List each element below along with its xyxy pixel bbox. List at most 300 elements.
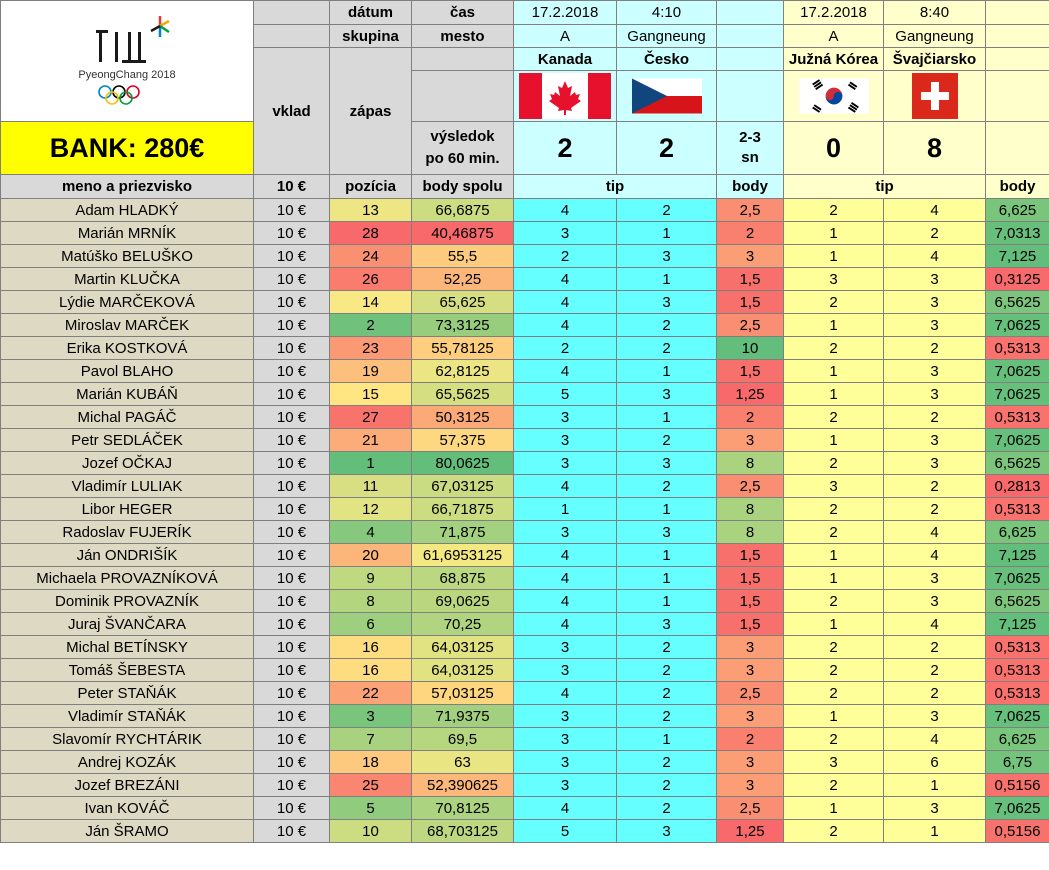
game2-tip-away-cell: 2	[884, 475, 986, 498]
game2-tip-home-cell: 1	[784, 222, 884, 245]
game2-tip-away-cell: 2	[884, 659, 986, 682]
game2-tip-home-cell: 3	[784, 475, 884, 498]
name-cell: Tomáš ŠEBESTA	[1, 659, 254, 682]
game1-tip-away-cell: 3	[617, 820, 717, 843]
game1-tip-home-cell: 4	[514, 360, 617, 383]
game2-points-cell: 0,3125	[986, 268, 1049, 291]
game1-tip-home-cell: 2	[514, 337, 617, 360]
group-label: skupina	[330, 25, 412, 48]
total-points-cell: 52,25	[412, 268, 514, 291]
game1-tip-home-cell: 3	[514, 659, 617, 682]
game1-tip-home-cell: 3	[514, 406, 617, 429]
game1-tip-away-cell: 1	[617, 590, 717, 613]
game1-group: A	[514, 25, 617, 48]
total-points-cell: 65,625	[412, 291, 514, 314]
game1-tip-home-cell: 4	[514, 613, 617, 636]
game2-points-cell: 6,75	[986, 751, 1049, 774]
game2-tip-away-cell: 3	[884, 567, 986, 590]
game1-points-cell: 3	[717, 245, 784, 268]
name-cell: Marián KUBÁŇ	[1, 383, 254, 406]
position-cell: 15	[330, 383, 412, 406]
position-cell: 5	[330, 797, 412, 820]
game2-points-cell: 0,5313	[986, 498, 1049, 521]
game1-date: 17.2.2018	[514, 1, 617, 25]
game1-score1: 2	[514, 122, 617, 175]
game1-tip-away-cell: 2	[617, 636, 717, 659]
game1-tip-home-cell: 4	[514, 544, 617, 567]
game2-tip-away-cell: 4	[884, 199, 986, 222]
game2-points-cell: 7,125	[986, 613, 1049, 636]
game2-score1: 0	[784, 122, 884, 175]
game2-points-cell: 0,5313	[986, 406, 1049, 429]
table-row	[1, 452, 1049, 475]
game2-points-cell: 7,125	[986, 245, 1049, 268]
stake-cell: 10 €	[254, 475, 330, 498]
time-label: čas	[412, 1, 514, 25]
game1-tip-home-cell: 3	[514, 521, 617, 544]
game2-tip-away-cell: 2	[884, 636, 986, 659]
table-row	[1, 636, 1049, 659]
stake-cell: 10 €	[254, 797, 330, 820]
game2-points-cell: 6,625	[986, 199, 1049, 222]
game1-points-cell: 1,5	[717, 360, 784, 383]
table-row	[1, 498, 1049, 521]
game1-points-cell: 8	[717, 521, 784, 544]
olympic-logo	[52, 12, 202, 107]
game2-points-cell: 6,5625	[986, 291, 1049, 314]
game2-tip-away-cell: 4	[884, 728, 986, 751]
game2-points-cell: 0,5313	[986, 636, 1049, 659]
table-row	[1, 590, 1049, 613]
name-cell: Erika KOSTKOVÁ	[1, 337, 254, 360]
game2-tip-home-cell: 3	[784, 751, 884, 774]
total-points-cell: 66,6875	[412, 199, 514, 222]
game1-tip-away-cell: 2	[617, 199, 717, 222]
name-cell: Slavomír RYCHTÁRIK	[1, 728, 254, 751]
game1-tip-away-cell: 1	[617, 498, 717, 521]
game2-tip-home-cell: 2	[784, 659, 884, 682]
game2-date: 17.2.2018	[784, 1, 884, 25]
stake-cell: 10 €	[254, 360, 330, 383]
position-cell: 23	[330, 337, 412, 360]
game1-points-cell: 8	[717, 498, 784, 521]
canada-flag-icon	[519, 73, 611, 119]
table-row	[1, 360, 1049, 383]
total-points-cell: 55,5	[412, 245, 514, 268]
game2-points-cell: 7,0625	[986, 314, 1049, 337]
total-points-cell: 70,25	[412, 613, 514, 636]
game1-points-cell: 1,5	[717, 613, 784, 636]
game2-tip-away-cell: 3	[884, 268, 986, 291]
game2-tip-home-cell: 1	[784, 429, 884, 452]
table-row	[1, 728, 1049, 751]
stake-cell: 10 €	[254, 452, 330, 475]
total-points-cell: 65,5625	[412, 383, 514, 406]
total-points-cell: 50,3125	[412, 406, 514, 429]
table-row	[1, 314, 1049, 337]
game1-score2: 2	[617, 122, 717, 175]
game2-tip-home-cell: 1	[784, 613, 884, 636]
game1-tip-home-cell: 4	[514, 567, 617, 590]
game1-points-cell: 1,25	[717, 383, 784, 406]
game2-tip-away-cell: 4	[884, 245, 986, 268]
game2-city: Gangneung	[884, 25, 986, 48]
position-cell: 27	[330, 406, 412, 429]
name-cell: Vladimír STAŇÁK	[1, 705, 254, 728]
position-cell: 28	[330, 222, 412, 245]
stake-column-header: 10 €	[254, 175, 330, 199]
game1-tip-home-cell: 5	[514, 383, 617, 406]
name-cell: Ivan KOVÁČ	[1, 797, 254, 820]
stake-cell: 10 €	[254, 314, 330, 337]
game2-tip-home-cell: 2	[784, 337, 884, 360]
table-row	[1, 820, 1049, 843]
table-row	[1, 475, 1049, 498]
game1-points-cell: 2,5	[717, 314, 784, 337]
game2-tip-home-cell: 1	[784, 544, 884, 567]
stake-cell: 10 €	[254, 222, 330, 245]
game1-tip-home-cell: 4	[514, 268, 617, 291]
table-row	[1, 544, 1049, 567]
stake-cell: 10 €	[254, 751, 330, 774]
game2-group: A	[784, 25, 884, 48]
game2-tip-away-cell: 3	[884, 360, 986, 383]
position-cell: 13	[330, 199, 412, 222]
total-points-cell: 57,03125	[412, 682, 514, 705]
game1-points-cell: 1,5	[717, 268, 784, 291]
stake-cell: 10 €	[254, 383, 330, 406]
total-points-cell: 70,8125	[412, 797, 514, 820]
name-cell: Marián MRNÍK	[1, 222, 254, 245]
name-cell: Lýdie MARČEKOVÁ	[1, 291, 254, 314]
position-cell: 9	[330, 567, 412, 590]
game1-tip-away-cell: 3	[617, 291, 717, 314]
game2-score2: 8	[884, 122, 986, 175]
game1-tip-home-cell: 2	[514, 245, 617, 268]
position-cell: 25	[330, 774, 412, 797]
total-points-cell: 69,5	[412, 728, 514, 751]
stake-cell: 10 €	[254, 682, 330, 705]
total-points-cell: 73,3125	[412, 314, 514, 337]
table-row	[1, 429, 1049, 452]
table-row	[1, 705, 1049, 728]
position-cell: 14	[330, 291, 412, 314]
total-points-cell: 57,375	[412, 429, 514, 452]
position-cell: 12	[330, 498, 412, 521]
position-cell: 1	[330, 452, 412, 475]
game2-tip-away-cell: 3	[884, 383, 986, 406]
game2-team1: Južná Kórea	[784, 48, 884, 71]
game2-tip-away-cell: 2	[884, 222, 986, 245]
game2-tip-home-cell: 1	[784, 567, 884, 590]
game2-points-cell: 6,625	[986, 728, 1049, 751]
logo-text: PyeongChang 2018	[78, 68, 176, 81]
game2-tip-away-cell: 2	[884, 682, 986, 705]
stake-cell: 10 €	[254, 245, 330, 268]
game1-points-header: body	[717, 175, 784, 199]
position-cell: 4	[330, 521, 412, 544]
name-cell: Juraj ŠVANČARA	[1, 613, 254, 636]
game1-time: 4:10	[617, 1, 717, 25]
game1-points-cell: 1,5	[717, 291, 784, 314]
game2-tip-away-cell: 3	[884, 705, 986, 728]
total-points-cell: 64,03125	[412, 636, 514, 659]
switzerland-flag-icon	[912, 73, 958, 119]
name-column-header: meno a priezvisko	[1, 175, 254, 199]
game2-tip-home-cell: 2	[784, 590, 884, 613]
game1-tip-home-cell: 4	[514, 291, 617, 314]
game1-tip-away-cell: 1	[617, 544, 717, 567]
table-row	[1, 797, 1049, 820]
game2-points-cell: 7,125	[986, 544, 1049, 567]
game1-points-cell: 2,5	[717, 797, 784, 820]
game2-tip-home-cell: 2	[784, 728, 884, 751]
result-label: výsledok po 60 min.	[412, 122, 514, 175]
game1-tip-home-cell: 3	[514, 705, 617, 728]
position-cell: 16	[330, 659, 412, 682]
game2-points-cell: 7,0625	[986, 429, 1049, 452]
game2-points-cell: 0,5313	[986, 682, 1049, 705]
game2-points-cell: 6,5625	[986, 452, 1049, 475]
stake-cell: 10 €	[254, 590, 330, 613]
name-cell: Libor HEGER	[1, 498, 254, 521]
stake-cell: 10 €	[254, 521, 330, 544]
game2-tip-home-cell: 2	[784, 820, 884, 843]
game2-tip-away-cell: 3	[884, 291, 986, 314]
stake-cell: 10 €	[254, 429, 330, 452]
game2-tip-home-cell: 1	[784, 797, 884, 820]
game1-points-cell: 2,5	[717, 199, 784, 222]
table-row	[1, 567, 1049, 590]
game1-points-cell: 3	[717, 774, 784, 797]
name-cell: Dominik PROVAZNÍK	[1, 590, 254, 613]
bank-total: BANK: 280€	[1, 122, 254, 175]
game1-tip-away-cell: 3	[617, 521, 717, 544]
game1-tip-away-cell: 2	[617, 475, 717, 498]
game1-tip-home-cell: 5	[514, 820, 617, 843]
game2-tip-away-cell: 3	[884, 590, 986, 613]
total-points-column-header: body spolu	[412, 175, 514, 199]
name-cell: Martin KLUČKA	[1, 268, 254, 291]
game2-tip-away-cell: 4	[884, 613, 986, 636]
stake-cell: 10 €	[254, 636, 330, 659]
game1-tip-home-cell: 3	[514, 774, 617, 797]
game2-tip-home-cell: 1	[784, 383, 884, 406]
stake-cell: 10 €	[254, 291, 330, 314]
total-points-cell: 52,390625	[412, 774, 514, 797]
stake-cell: 10 €	[254, 728, 330, 751]
game1-points-cell: 3	[717, 636, 784, 659]
game1-tip-home-cell: 3	[514, 429, 617, 452]
game1-tip-away-cell: 3	[617, 613, 717, 636]
game1-tip-home-cell: 3	[514, 636, 617, 659]
game1-points-cell: 8	[717, 452, 784, 475]
table-row	[1, 268, 1049, 291]
game2-tip-home-cell: 3	[784, 268, 884, 291]
game2-tip-home-cell: 1	[784, 705, 884, 728]
table-row	[1, 774, 1049, 797]
stake-cell: 10 €	[254, 337, 330, 360]
game2-tip-away-cell: 1	[884, 820, 986, 843]
game2-tip-away-cell: 3	[884, 452, 986, 475]
position-cell: 7	[330, 728, 412, 751]
game1-tip-away-cell: 1	[617, 406, 717, 429]
city-label: mesto	[412, 25, 514, 48]
game1-team1: Kanada	[514, 48, 617, 71]
game1-tip-home-cell: 4	[514, 682, 617, 705]
position-cell: 24	[330, 245, 412, 268]
game2-team2: Švajčiarsko	[884, 48, 986, 71]
south-korea-flag-icon	[799, 73, 869, 119]
position-cell: 22	[330, 682, 412, 705]
name-cell: Matúško BELUŠKO	[1, 245, 254, 268]
game1-points-cell: 2	[717, 222, 784, 245]
total-points-cell: 68,875	[412, 567, 514, 590]
table-row	[1, 222, 1049, 245]
table-row	[1, 406, 1049, 429]
total-points-cell: 66,71875	[412, 498, 514, 521]
stake-cell: 10 €	[254, 268, 330, 291]
position-cell: 26	[330, 268, 412, 291]
name-cell: Vladimír LULIAK	[1, 475, 254, 498]
game2-tip-home-cell: 2	[784, 682, 884, 705]
name-cell: Jozef BREZÁNI	[1, 774, 254, 797]
position-cell: 6	[330, 613, 412, 636]
game2-points-cell: 7,0625	[986, 383, 1049, 406]
game1-city: Gangneung	[617, 25, 717, 48]
table-row	[1, 337, 1049, 360]
game1-points-cell: 3	[717, 659, 784, 682]
game2-tip-home-cell: 1	[784, 245, 884, 268]
total-points-cell: 63	[412, 751, 514, 774]
participant-rows	[1, 199, 1049, 843]
total-points-cell: 68,703125	[412, 820, 514, 843]
game2-points-cell: 0,5156	[986, 820, 1049, 843]
game1-points-cell: 1,25	[717, 820, 784, 843]
game2-tip-home-cell: 2	[784, 521, 884, 544]
total-points-cell: 80,0625	[412, 452, 514, 475]
stake-cell: 10 €	[254, 613, 330, 636]
name-cell: Radoslav FUJERÍK	[1, 521, 254, 544]
game1-tip-home-cell: 4	[514, 314, 617, 337]
table-row	[1, 659, 1049, 682]
stake-cell: 10 €	[254, 774, 330, 797]
game1-tip-home-cell: 3	[514, 751, 617, 774]
total-points-cell: 71,875	[412, 521, 514, 544]
game2-tip-home-cell: 2	[784, 452, 884, 475]
game2-points-cell: 6,625	[986, 521, 1049, 544]
game1-tip-away-cell: 2	[617, 314, 717, 337]
table-row	[1, 521, 1049, 544]
position-cell: 19	[330, 360, 412, 383]
stake-cell: 10 €	[254, 705, 330, 728]
name-cell: Pavol BLAHO	[1, 360, 254, 383]
game2-tip-away-cell: 4	[884, 521, 986, 544]
table-row	[1, 383, 1049, 406]
game2-points-cell: 7,0313	[986, 222, 1049, 245]
position-cell: 3	[330, 705, 412, 728]
position-cell: 8	[330, 590, 412, 613]
game1-tip-home-cell: 3	[514, 728, 617, 751]
game1-tip-home-cell: 4	[514, 797, 617, 820]
stake-cell: 10 €	[254, 498, 330, 521]
game1-tip-away-cell: 2	[617, 705, 717, 728]
game2-tip-away-cell: 2	[884, 498, 986, 521]
total-points-cell: 55,78125	[412, 337, 514, 360]
name-cell: Jozef OČKAJ	[1, 452, 254, 475]
table-row	[1, 245, 1049, 268]
name-cell: Miroslav MARČEK	[1, 314, 254, 337]
game1-points-cell: 2	[717, 728, 784, 751]
game2-tip-away-cell: 2	[884, 406, 986, 429]
game2-tip-away-cell: 1	[884, 774, 986, 797]
game1-tip-away-cell: 1	[617, 360, 717, 383]
game2-points-cell: 6,5625	[986, 590, 1049, 613]
game2-tip-home-cell: 1	[784, 360, 884, 383]
game1-tip-home-cell: 3	[514, 222, 617, 245]
game1-tip-away-cell: 1	[617, 222, 717, 245]
game1-tip-home-cell: 4	[514, 199, 617, 222]
game2-tip-home-cell: 2	[784, 636, 884, 659]
table-row	[1, 291, 1049, 314]
game1-points-cell: 2	[717, 406, 784, 429]
game2-points-cell: 0,5313	[986, 659, 1049, 682]
date-label: dátum	[330, 1, 412, 25]
name-cell: Petr SEDLÁČEK	[1, 429, 254, 452]
game1-tip-home-cell: 4	[514, 590, 617, 613]
name-cell: Ján ŠRAMO	[1, 820, 254, 843]
stake-cell: 10 €	[254, 199, 330, 222]
game1-tip-away-cell: 3	[617, 245, 717, 268]
game1-tip-home-cell: 4	[514, 475, 617, 498]
game2-points-cell: 7,0625	[986, 705, 1049, 728]
game2-tip-away-cell: 6	[884, 751, 986, 774]
table-row	[1, 199, 1049, 222]
game1-points-cell: 1,5	[717, 544, 784, 567]
stake-cell: 10 €	[254, 659, 330, 682]
game1-tip-home-cell: 3	[514, 452, 617, 475]
game2-tip-home-cell: 2	[784, 774, 884, 797]
total-points-cell: 69,0625	[412, 590, 514, 613]
stake-label: vklad	[254, 48, 330, 175]
game2-tip-away-cell: 3	[884, 314, 986, 337]
game1-team2: Česko	[617, 48, 717, 71]
game1-tip-away-cell: 3	[617, 452, 717, 475]
table-row	[1, 613, 1049, 636]
total-points-cell: 71,9375	[412, 705, 514, 728]
game2-points-cell: 7,0625	[986, 567, 1049, 590]
game2-tip-home-cell: 1	[784, 314, 884, 337]
game2-points-cell: 0,2813	[986, 475, 1049, 498]
game1-tip-away-cell: 2	[617, 659, 717, 682]
game2-points-cell: 0,5313	[986, 337, 1049, 360]
position-cell: 11	[330, 475, 412, 498]
game2-tip-away-cell: 2	[884, 337, 986, 360]
stake-cell: 10 €	[254, 567, 330, 590]
game1-points-cell: 1,5	[717, 590, 784, 613]
position-cell: 16	[330, 636, 412, 659]
game2-points-cell: 0,5156	[986, 774, 1049, 797]
game2-tip-away-cell: 4	[884, 544, 986, 567]
name-cell: Michal PAGÁČ	[1, 406, 254, 429]
position-cell: 21	[330, 429, 412, 452]
game1-points-cell: 3	[717, 705, 784, 728]
total-points-cell: 61,6953125	[412, 544, 514, 567]
stake-cell: 10 €	[254, 544, 330, 567]
game2-tip-home-cell: 2	[784, 291, 884, 314]
table-row	[1, 751, 1049, 774]
game2-tip-home-cell: 2	[784, 498, 884, 521]
